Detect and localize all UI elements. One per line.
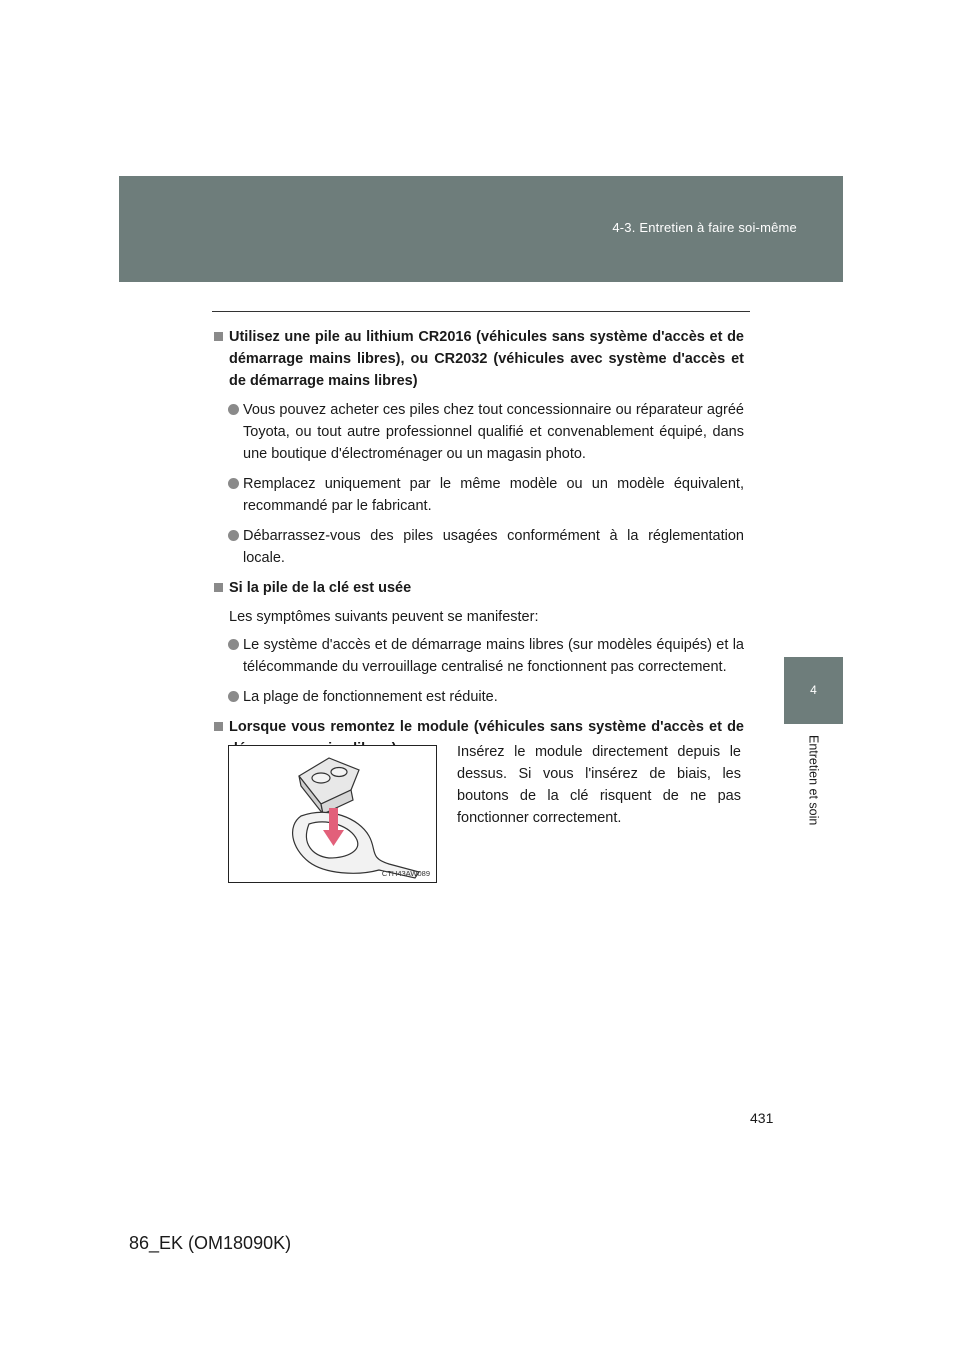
section-heading-key-battery-worn [214,577,744,599]
round-bullet-icon [228,478,239,489]
heading-text: Lorsque vous remontez le module (véhicules sans système d'accès et de [229,719,744,735]
list-item-text: La plage de fonctionnement est réduite. [243,689,498,705]
chapter-label: Entretien et soin [806,735,821,826]
section-heading-battery-type [214,326,744,392]
list-item [214,634,744,678]
chapter-number: 4 [810,683,817,697]
list-item [214,399,744,465]
list-item [214,525,744,569]
chapter-tab[interactable] [784,657,843,724]
main-content [214,326,744,767]
key-module-drawing [229,746,436,882]
round-bullet-icon [228,404,239,415]
heading-text: Utilisez une pile au lithium CR2016 (véhicules sans système d'accès et de démarrage mains libres), ou CR2032 (véhicules avec système d'accès et de démarrage mains libres) [229,329,744,389]
section-intro: Les symptômes suivants peuvent se manifester: [229,609,539,625]
round-bullet-icon [228,691,239,702]
list-item-text: Le système d'accès et de démarrage mains libres (sur modèles équipés) et la télécommande du verrouillage centralisé ne fonctionnent pas correctement. [243,637,744,675]
square-bullet-icon [214,722,223,731]
list-item [214,686,744,708]
square-bullet-icon [214,332,223,341]
round-bullet-icon [228,530,239,541]
section-title: 4-3. Entretien à faire soi-même [612,220,797,235]
list-item-text: Débarrassez-vous des piles usagées conformément à la réglementation locale. [243,528,744,566]
key-module-illustration [228,745,437,883]
page-number: 431 [750,1110,774,1126]
document-code: 86_EK (OM18090K) [129,1233,292,1253]
figure-caption: Insérez le module directement depuis le dessus. Si vous l'insérez de biais, les boutons de la clé risquent de ne pas fonctionner correctement. [457,744,741,826]
round-bullet-icon [228,639,239,650]
list-item-text: Vous pouvez acheter ces piles chez tout concessionnaire ou réparateur agréé Toyota, ou tout autre professionnel qualifié et convenablement équipé, dans une boutique d'électroménager ou un magasin photo. [243,402,744,462]
list-item [214,473,744,517]
figure-code: CTH43AW089 [381,869,430,878]
header-divider [212,311,750,312]
heading-text: Si la pile de la clé est usée [229,580,412,596]
list-item-text: Remplacez uniquement par le même modèle ou un modèle équivalent, recommandé par le fabricant. [243,476,744,514]
square-bullet-icon [214,583,223,592]
section-header-band [119,176,843,282]
